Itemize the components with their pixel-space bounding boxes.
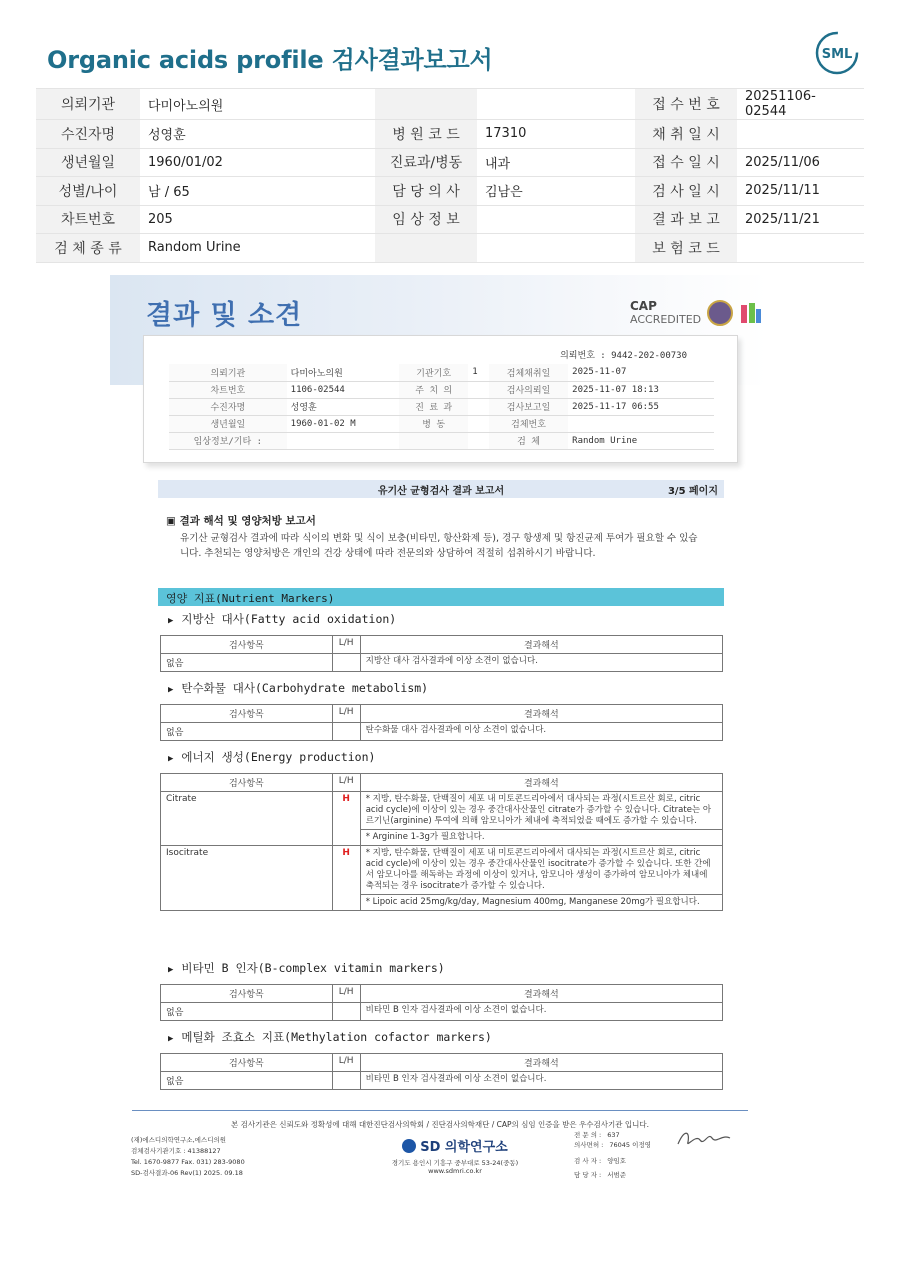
patient-row (36, 177, 864, 206)
table-row (161, 1072, 723, 1090)
field-label: 담 당 의 사 (375, 177, 477, 206)
field-label: 성별/나이 (36, 177, 140, 206)
field-label: 접 수 일 시 (635, 148, 737, 177)
specimen-row (169, 415, 714, 432)
lab-brand-icon (739, 301, 763, 325)
specimen-value: 성영훈 (287, 398, 399, 415)
table-row (161, 846, 723, 895)
column-header: 결과해석 (360, 1054, 722, 1072)
specimen-value: 2025-11-17 06:55 (568, 398, 714, 415)
specimen-label (399, 432, 468, 449)
triangle-bullet-icon: ▶ (168, 965, 174, 975)
marker-results-table (160, 773, 723, 911)
specimen-label: 차트번호 (169, 381, 287, 398)
marker-section-title: ▶ 지방산 대사(Fatty acid oxidation) (168, 612, 397, 626)
marker-name: 없음 (161, 723, 333, 741)
column-header: 결과해석 (360, 774, 722, 792)
field-value: 다미아노의원 (140, 89, 375, 120)
field-value (477, 234, 635, 263)
interpretation-text: 지방산 대사 검사결과에 이상 소견이 없습니다. (360, 654, 722, 672)
marker-results-table (160, 984, 723, 1021)
column-header: 검사항목 (161, 636, 333, 654)
column-header: L/H (332, 705, 360, 723)
field-label: 병 원 코 드 (375, 120, 477, 149)
specimen-label: 의뢰기관 (169, 364, 287, 381)
specimen-label: 수진자명 (169, 398, 287, 415)
document-title-bar (158, 480, 724, 498)
specimen-value: 1106-02544 (287, 381, 399, 398)
field-value (737, 120, 864, 149)
sd-brand-block (380, 1136, 530, 1175)
patient-info-table (36, 88, 864, 263)
nutrient-markers-bar: 영양 지표(Nutrient Markers) (158, 588, 724, 606)
field-value: 2025/11/21 (737, 205, 864, 234)
report-title: Organic acids profile 검사결과보고서 (47, 46, 493, 74)
specimen-label: 검사보고일 (489, 398, 568, 415)
sd-logo: SD 의학연구소 (380, 1136, 530, 1155)
patient-row (36, 234, 864, 263)
marker-results-table (160, 1053, 723, 1090)
institution-info: (재)에스디의학연구소,에스디의원 검체검사기관기호 : 41388127 Tel. 1670-9877 Fax. 031) 283-9080 SD-검사결과-06 Rev(1) 2025. 09.18 (131, 1136, 245, 1177)
specimen-value (468, 398, 489, 415)
column-header: 검사항목 (161, 774, 333, 792)
field-value (477, 205, 635, 234)
society-seal-icon (707, 300, 733, 326)
table-header-row (161, 774, 723, 792)
field-label: 결 과 보 고 (635, 205, 737, 234)
field-value: 20251106-02544 (737, 89, 864, 120)
marker-name: 없음 (161, 1003, 333, 1021)
specimen-value: 1 (468, 364, 489, 381)
specimen-value (468, 415, 489, 432)
specimen-label: 병 동 (399, 415, 468, 432)
specimen-row (169, 398, 714, 415)
level-flag (332, 1072, 360, 1090)
table-row (161, 1003, 723, 1021)
field-value: 2025/11/06 (737, 148, 864, 177)
triangle-bullet-icon: ▶ (168, 754, 174, 764)
column-header: 검사항목 (161, 1054, 333, 1072)
results-heading: 결과 및 소견 (146, 300, 303, 331)
field-value (737, 234, 864, 263)
field-value: 남 / 65 (140, 177, 375, 206)
specimen-value: 다미아노의원 (287, 364, 399, 381)
field-label: 의뢰기관 (36, 89, 140, 120)
specimen-row (169, 432, 714, 449)
specimen-label: 주 치 의 (399, 381, 468, 398)
page-indicator: 3/5 페이지 (667, 486, 718, 497)
field-label: 생년월일 (36, 148, 140, 177)
column-header: L/H (332, 636, 360, 654)
field-label: 임 상 정 보 (375, 205, 477, 234)
specimen-value (568, 415, 714, 432)
field-value: Random Urine (140, 234, 375, 263)
column-header: 결과해석 (360, 636, 722, 654)
field-label (375, 89, 477, 120)
specimen-value: 1960-01-02 M (287, 415, 399, 432)
signatories: 전 문 의 : 637 의사면허 : 76045 이정영 검 사 자 : 양임호 담 당 자 : 서범준 (574, 1131, 651, 1179)
svg-text:SML: SML (821, 47, 853, 62)
request-number: 의뢰번호 : 9442-202-00730 (560, 351, 687, 361)
column-header: 결과해석 (360, 705, 722, 723)
table-header-row (161, 705, 723, 723)
field-label: 보 험 코 드 (635, 234, 737, 263)
certification-logos (630, 299, 763, 326)
specimen-label: 기관기호 (399, 364, 468, 381)
field-label: 진료과/병동 (375, 148, 477, 177)
field-value: 17310 (477, 120, 635, 149)
interpretation-text: 비타민 B 인자 검사결과에 이상 소견이 없습니다. (360, 1072, 722, 1090)
specimen-value (468, 381, 489, 398)
patient-row (36, 205, 864, 234)
sml-logo (812, 30, 862, 76)
column-header: L/H (332, 774, 360, 792)
specimen-info-box (143, 335, 738, 463)
interpretation-text: * 지방, 탄수화물, 단백질이 세포 내 미토콘드리아에서 대사되는 과정(시트르산 회로, citric acid cycle)에 이상이 있는 경우 중간대사산물인 isocitrate가 증가할 수 있습니다. 또한 간에서 암모니아를 해독하는 과정에 이상이 있거나, 암모니아 생성이 증가하여 암모니아가 체내에 축적되는 경우 isocitrate가 증가할 수 있습니다. (360, 846, 722, 895)
field-value: 내과 (477, 148, 635, 177)
interpretation-text: * 지방, 탄수화물, 단백질이 세포 내 미토콘드리아에서 대사되는 과정(시트르산 회로, citric acid cycle)에 이상이 있는 경우 중간대사산물인 citrate가 증가할 수 있습니다. Citrate는 아르기닌(arginine) 투여에 의해 암모니아가 체내에 축적되었을 때에도 증가할 수 있습니다. (360, 792, 722, 830)
column-header: 검사항목 (161, 985, 333, 1003)
level-flag: H (332, 792, 360, 846)
table-header-row (161, 1054, 723, 1072)
field-value: 성영훈 (140, 120, 375, 149)
specimen-label: 검사의뢰일 (489, 381, 568, 398)
specimen-info-grid (169, 364, 714, 450)
specimen-label: 검체채취일 (489, 364, 568, 381)
table-row (161, 723, 723, 741)
specimen-row (169, 381, 714, 398)
column-header: L/H (332, 1054, 360, 1072)
specimen-value: Random Urine (568, 432, 714, 449)
table-row (161, 792, 723, 830)
table-header-row (161, 985, 723, 1003)
specimen-value: 2025-11-07 (568, 364, 714, 381)
interpretation-intro: 유기산 균형검사 결과에 따라 식이의 변화 및 식이 보충(비타민, 항산화제 등), 경구 항생제 및 항진균제 투여가 필요할 수 있습니다. 추천되는 영양처방은 개인의 건강 상태에 따라 전문의와 상담하여 적절히 섭취하시기 바랍니다. (180, 533, 698, 559)
field-value: 김남은 (477, 177, 635, 206)
marker-section-title: ▶ 비타민 B 인자(B-complex vitamin markers) (168, 961, 445, 975)
scanned-lab-report (110, 275, 768, 1095)
specimen-label: 생년월일 (169, 415, 287, 432)
marker-results-table (160, 704, 723, 741)
sd-logo-icon (402, 1139, 416, 1153)
table-header-row (161, 636, 723, 654)
specimen-label: 임상정보/기타 : (169, 432, 287, 449)
accreditation-note: 본 검사기관은 신뢰도와 정확성에 대해 대한진단검사의학회 / 진단검사의학재단 / CAP의 심임 인증을 받은 우수검사기관 입니다. (231, 1120, 649, 1129)
patient-row (36, 89, 864, 120)
field-label: 접 수 번 호 (635, 89, 737, 120)
level-flag (332, 654, 360, 672)
triangle-bullet-icon: ▶ (168, 616, 174, 626)
specimen-label: 검 체 (489, 432, 568, 449)
field-label: 채 취 일 시 (635, 120, 737, 149)
specimen-label: 검체번호 (489, 415, 568, 432)
specimen-value: 2025-11-07 18:13 (568, 381, 714, 398)
marker-name: 없음 (161, 654, 333, 672)
field-value (477, 89, 635, 120)
table-row (161, 654, 723, 672)
signature-image (674, 1126, 734, 1152)
field-label: 수진자명 (36, 120, 140, 149)
sd-address: 경기도 용인시 기흥구 중부대로 53-24(중동) (391, 1159, 519, 1167)
patient-row (36, 148, 864, 177)
specimen-row (169, 364, 714, 381)
interpretation-heading: ▣ 결과 해석 및 영양처방 보고서 (166, 515, 316, 527)
cap-accredited-icon: CAP ACCREDITED (630, 299, 702, 326)
field-label: 검 체 종 류 (36, 234, 140, 263)
marker-results-table (160, 635, 723, 672)
field-value: 205 (140, 205, 375, 234)
field-value: 2025/11/11 (737, 177, 864, 206)
specimen-label: 진 료 과 (399, 398, 468, 415)
level-flag: H (332, 846, 360, 911)
marker-section-title: ▶ 에너지 생성(Energy production) (168, 750, 376, 764)
field-value: 1960/01/02 (140, 148, 375, 177)
column-header: 결과해석 (360, 985, 722, 1003)
recommendation-text: * Arginine 1-3g가 필요합니다. (360, 830, 722, 846)
document-title: 유기산 균형검사 결과 보고서 (377, 486, 505, 497)
column-header: L/H (332, 985, 360, 1003)
triangle-bullet-icon: ▶ (168, 1034, 174, 1044)
interpretation-text: 비타민 B 인자 검사결과에 이상 소견이 없습니다. (360, 1003, 722, 1021)
field-label (375, 234, 477, 263)
marker-name: Citrate (161, 792, 333, 846)
marker-name: Isocitrate (161, 846, 333, 911)
marker-section-title: ▶ 탄수화물 대사(Carbohydrate metabolism) (168, 681, 429, 695)
triangle-bullet-icon: ▶ (168, 685, 174, 695)
interpretation-text: 탄수화물 대사 검사결과에 이상 소견이 없습니다. (360, 723, 722, 741)
field-label: 검 사 일 시 (635, 177, 737, 206)
field-label: 차트번호 (36, 205, 140, 234)
footer-divider (132, 1110, 748, 1111)
level-flag (332, 723, 360, 741)
patient-row (36, 120, 864, 149)
marker-section-title: ▶ 메틸화 조효소 지표(Methylation cofactor markers) (168, 1030, 492, 1044)
recommendation-text: * Lipoic acid 25mg/kg/day, Magnesium 400mg, Manganese 20mg가 필요합니다. (360, 895, 722, 911)
sd-website: www.sdmri.co.kr (428, 1167, 482, 1175)
marker-name: 없음 (161, 1072, 333, 1090)
specimen-value (468, 432, 489, 449)
specimen-value (287, 432, 399, 449)
level-flag (332, 1003, 360, 1021)
column-header: 검사항목 (161, 705, 333, 723)
